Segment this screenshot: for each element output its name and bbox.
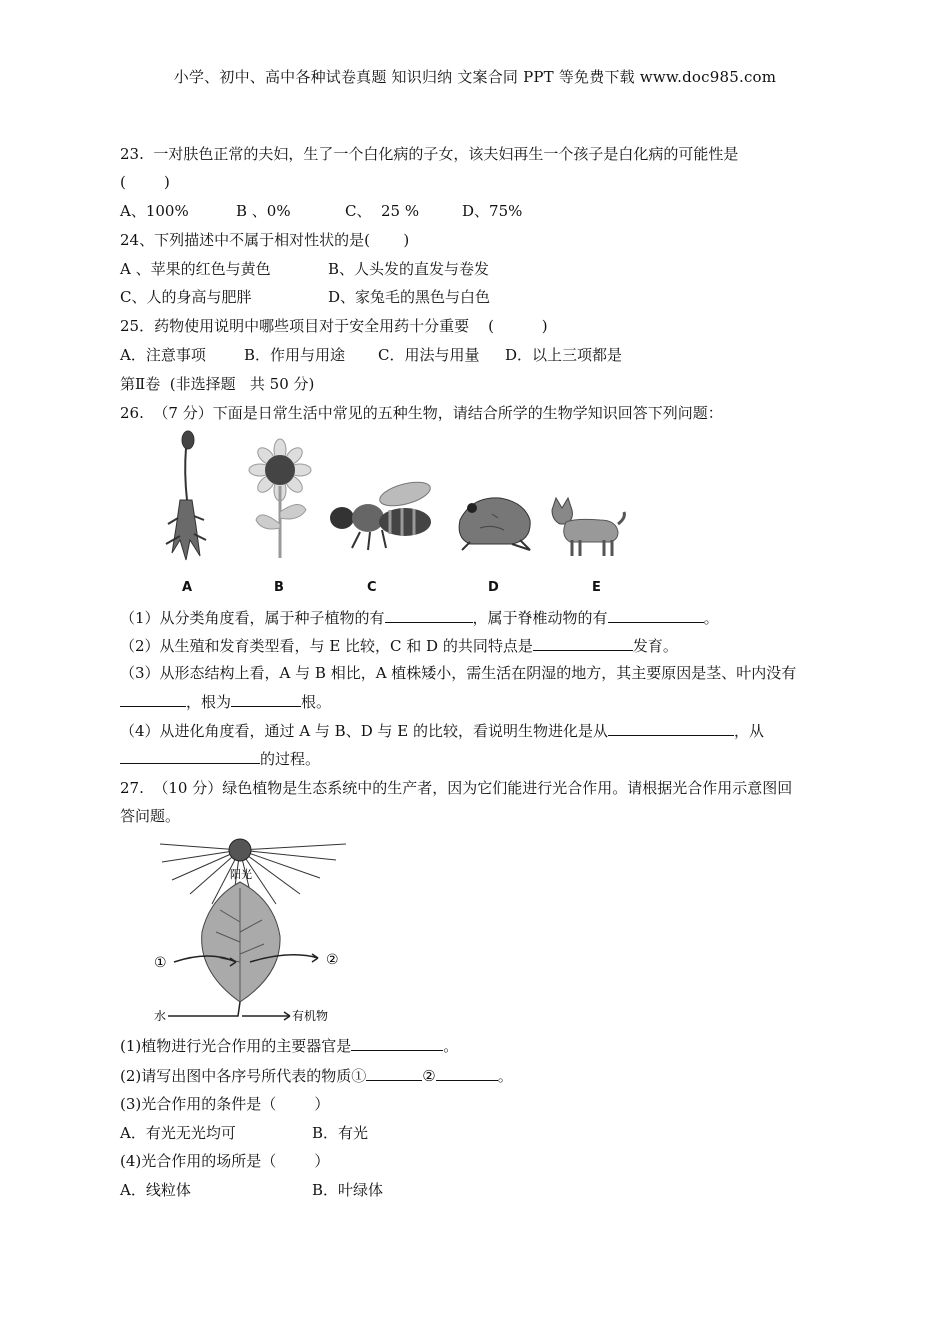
label-2: ② xyxy=(326,952,339,968)
q26-part-4-line-2 xyxy=(120,748,320,769)
leaf-image xyxy=(202,882,280,1002)
q26-part-3-line-2 xyxy=(120,691,331,712)
frog-image xyxy=(459,498,530,550)
q26-part-1-text-a: （1）从分类角度看，属于种子植物的有 xyxy=(120,609,385,627)
q27-part-2-text-c: 。 xyxy=(497,1067,513,1085)
substance-1-blank[interactable] xyxy=(366,1065,422,1081)
figure-label-c: C xyxy=(367,580,377,595)
q23-option-a: A、100% xyxy=(120,202,189,220)
q25-stem: 25．药物使用说明中哪些项目对于安全用药十分重要 ( ) xyxy=(120,317,548,335)
vertebrates-blank[interactable] xyxy=(608,607,704,623)
water-label: 水 xyxy=(154,1009,167,1022)
q26-part-3-text-b: ，根为 xyxy=(186,693,232,711)
q25-option-a: A．注意事项 xyxy=(120,346,206,364)
moss-image xyxy=(166,431,206,560)
q23-option-c: C、 25 % xyxy=(345,202,420,220)
q26-part-1-text-b: ，属于脊椎动物的有 xyxy=(472,609,608,627)
q27-part-2-text-b: ② xyxy=(422,1067,436,1085)
sunflower-image xyxy=(249,439,311,558)
q27-part-3-option-b: B．有光 xyxy=(312,1124,369,1142)
bee-image xyxy=(330,478,433,550)
root-type-blank[interactable] xyxy=(231,691,301,707)
q26-part-4-text-c: 的过程。 xyxy=(260,750,321,768)
q23-option-b: B 、0% xyxy=(236,202,291,220)
dog-image xyxy=(552,498,624,556)
seed-plants-blank[interactable] xyxy=(385,607,473,623)
q27-part-3: (3)光合作用的条件是（ ） xyxy=(120,1095,330,1113)
q26-part-2-text-b: 发育。 xyxy=(632,637,678,655)
q24-option-b: B、人头发的直发与卷发 xyxy=(328,260,490,278)
figure-label-e: E xyxy=(592,580,601,595)
q26-part-2 xyxy=(120,635,678,656)
q24-option-a: A 、苹果的红色与黄色 xyxy=(120,260,271,278)
q24-option-d: D、家兔毛的黑色与白色 xyxy=(328,288,491,306)
figure-label-d: D xyxy=(488,580,499,595)
q26-part-1-text-c: 。 xyxy=(703,609,719,627)
q26-part-1 xyxy=(120,607,719,628)
q24-option-c: C、人的身高与肥胖 xyxy=(120,288,252,306)
figure-label-a: A xyxy=(182,580,193,595)
q27-part-4-option-b: B．叶绿体 xyxy=(312,1181,384,1199)
q25-option-d: D．以上三项都是 xyxy=(505,346,623,364)
sun-icon xyxy=(229,839,251,861)
q26-part-2-text-a: （2）从生殖和发育类型看，与 E 比较，C 和 D 的共同特点是 xyxy=(120,637,533,655)
section-2-title: 第Ⅱ卷 (非选择题 共 50 分) xyxy=(120,375,315,393)
tissue-blank[interactable] xyxy=(120,691,186,707)
figure-label-b: B xyxy=(274,580,284,595)
q24-stem: 24、下列描述中不属于相对性状的是( ) xyxy=(120,231,410,249)
q26-part-4-text-b: ，从 xyxy=(734,722,765,740)
q26-stem: 26. （7 分）下面是日常生活中常见的五种生物，请结合所学的生物学知识回答下列问题： xyxy=(120,404,723,422)
q23-option-d: D、75% xyxy=(462,202,523,220)
q27-part-3-option-a: A．有光无光均可 xyxy=(120,1124,236,1142)
sunlight-label: 阳光 xyxy=(230,868,252,881)
q27-stem-line-2: 答问题。 xyxy=(120,807,181,825)
evolution-from-blank[interactable] xyxy=(608,720,734,736)
organisms-figure xyxy=(120,428,640,578)
photosynthesis-diagram xyxy=(150,832,360,1022)
q27-part-1-text-a: (1)植物进行光合作用的主要器官是 xyxy=(120,1037,352,1055)
q27-part-4-option-a: A．线粒体 xyxy=(120,1181,191,1199)
q27-stem-line-1: 27. （10 分）绿色植物是生态系统中的生产者，因为它们能进行光合作用。请根据光合作用示意图回 xyxy=(120,779,793,797)
substance-2-blank[interactable] xyxy=(436,1065,498,1081)
q27-part-2-text-a: (2)请写出图中各序号所代表的物质① xyxy=(120,1067,367,1085)
page-header: 小学、初中、高中各种试卷真题 知识归纳 文案合同 PPT 等免费下载 www.doc985.com xyxy=(173,68,777,86)
q27-part-1 xyxy=(120,1035,458,1056)
q26-part-4-text-a: （4）从进化角度看，通过 A 与 B、D 与 E 的比较，看说明生物进化是从 xyxy=(120,722,608,740)
q27-part-4: (4)光合作用的场所是（ ） xyxy=(120,1152,330,1170)
q25-option-b: B．作用与用途 xyxy=(244,346,346,364)
q25-option-c: C．用法与用量 xyxy=(378,346,480,364)
q26-part-3-text-c: 根。 xyxy=(301,693,332,711)
organ-blank[interactable] xyxy=(351,1035,443,1051)
evolution-second-blank[interactable] xyxy=(120,748,260,764)
q26-part-4-line-1 xyxy=(120,720,764,741)
q27-part-1-text-b: 。 xyxy=(443,1037,459,1055)
q26-part-3-line-1: （3）从形态结构上看，A 与 B 相比，A 植株矮小，需生活在阴湿的地方，其主要原因是茎、叶内没有 xyxy=(120,664,797,682)
label-1: ① xyxy=(154,955,167,971)
q23-paren: ( ) xyxy=(120,173,170,191)
development-type-blank[interactable] xyxy=(533,635,633,651)
q27-part-2 xyxy=(120,1065,513,1086)
organic-matter-label: 有机物 xyxy=(292,1009,329,1022)
q23-stem: 23. 一对肤色正常的夫妇，生了一个白化病的子女，该夫妇再生一个孩子是白化病的可能性是 xyxy=(120,145,739,163)
